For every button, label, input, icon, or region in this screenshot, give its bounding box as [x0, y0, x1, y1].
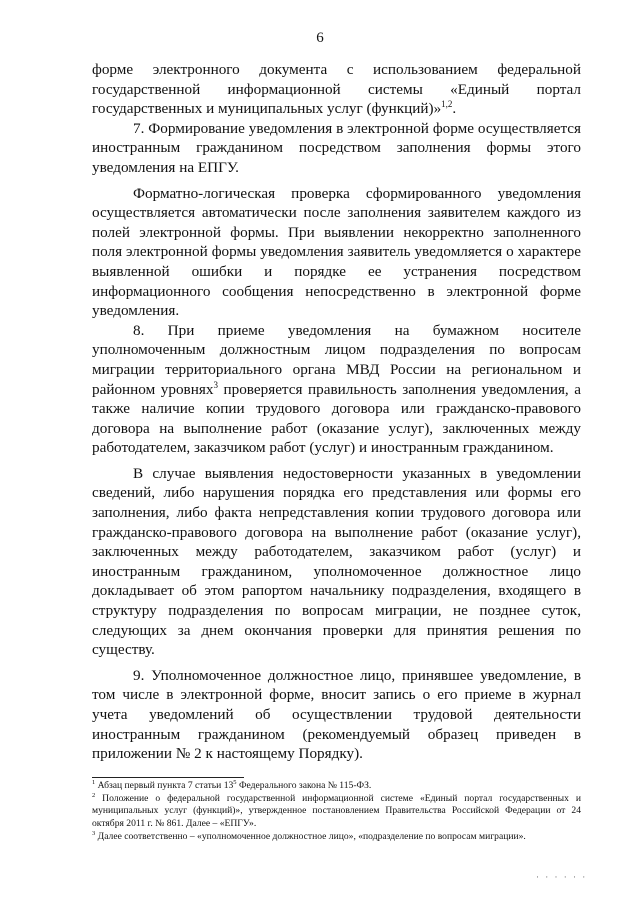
footnote-divider [92, 777, 244, 778]
paragraph-format-check: Форматно-логическая проверка сформированного уведомления осуществляется автоматически после заполнения заявителем каждого из полей электронной формы. При выявлении некорректно заполненного поля электронной формы уведомления заявитель уведомляется о характере выявленной ошибки и порядке ее устранения посредством информационного сообщения непосредственно в электронной форме уведомления. [92, 184, 581, 320]
paragraph-text: проверяется правильность заполнения уведомления, а также наличие копии трудового договора или гражданско-правового договора на выполнение работ (оказание услуг), заключенных между работодателем, заказчиком работ (услуг) и иностранным гражданином. [92, 380, 582, 457]
footnote-marker: 3 [92, 829, 96, 837]
paragraph-irregularities: В случае выявления недостоверности указанных в уведомлении сведений, либо нарушения порядка его представления или формы его заполнения, либо факта непредставления копии трудового договора или гражданско-правового договора на выполнение работ (оказание услуг), заключенных между работодателем, заказчиком работ (услуг) и иностранным гражданином, уполномоченное должностное лицо докладывает об этом рапортом начальнику подразделения, входящего в структуру подразделения по вопросам миграции, не позднее суток, следующих за днем окончания проверки для принятия решения по существу. [92, 464, 581, 659]
footnote-ref: 3 [213, 379, 218, 390]
footnote-text: Далее соответственно – «уполномоченное должностное лицо», «подразделение по вопросам миграции». [95, 830, 526, 842]
paragraph-9: 9. Уполномоченное должностное лицо, принявшее уведомление, в том числе в электронной форме, вносит запись о его приеме в журнал учета уведомлений об осуществлении трудовой деятельности иностранным гражданином (рекомендуемый образец приведен в приложении № 2 к настоящему Порядку). [92, 666, 581, 763]
footnote-ref: 1,2 [441, 99, 453, 110]
page-number: 6 [316, 30, 324, 46]
paragraph-8 [92, 321, 581, 458]
footnote-1 [92, 780, 581, 792]
footnote-3 [92, 831, 581, 843]
footnote-text: Положение о федеральной государственной информационной системе «Единый портал государственных и муниципальных услуг (функций)», утвержденное постановлением Правительства Российской Федерации от 24 октября 2011 г. № 861. Далее – «ЕПГУ». [92, 793, 581, 829]
footnote-marker: 2 [92, 792, 96, 800]
document-body [92, 60, 581, 764]
scan-artifact: · · · · · · [536, 872, 588, 882]
paragraph-continuation [92, 60, 581, 119]
footnote-text: Абзац первый пункта 7 статьи 13 [95, 780, 234, 791]
footnotes [92, 780, 581, 844]
paragraph-text-end: . [452, 100, 457, 118]
paragraph-text: форме электронного документа с использованием федеральной государственной информационной системы «Единый портал государственных и муниципальных услуг (функций)» [92, 61, 581, 118]
footnote-marker: 1 [92, 778, 96, 786]
footnote-2 [92, 793, 581, 830]
paragraph-7: 7. Формирование уведомления в электронной форме осуществляется иностранным гражданином посредством заполнения формы этого уведомления на ЕПГУ. [92, 119, 581, 176]
paragraph-text: 8. При приеме уведомления на бумажном носителе уполномоченным должностным лицом подразделения по вопросам миграции территориального органа МВД России на региональном и районном уровнях [92, 321, 581, 398]
footnote-text: Федерального закона № 115-ФЗ. [236, 780, 372, 791]
footnote-marker: 5 [233, 778, 237, 786]
